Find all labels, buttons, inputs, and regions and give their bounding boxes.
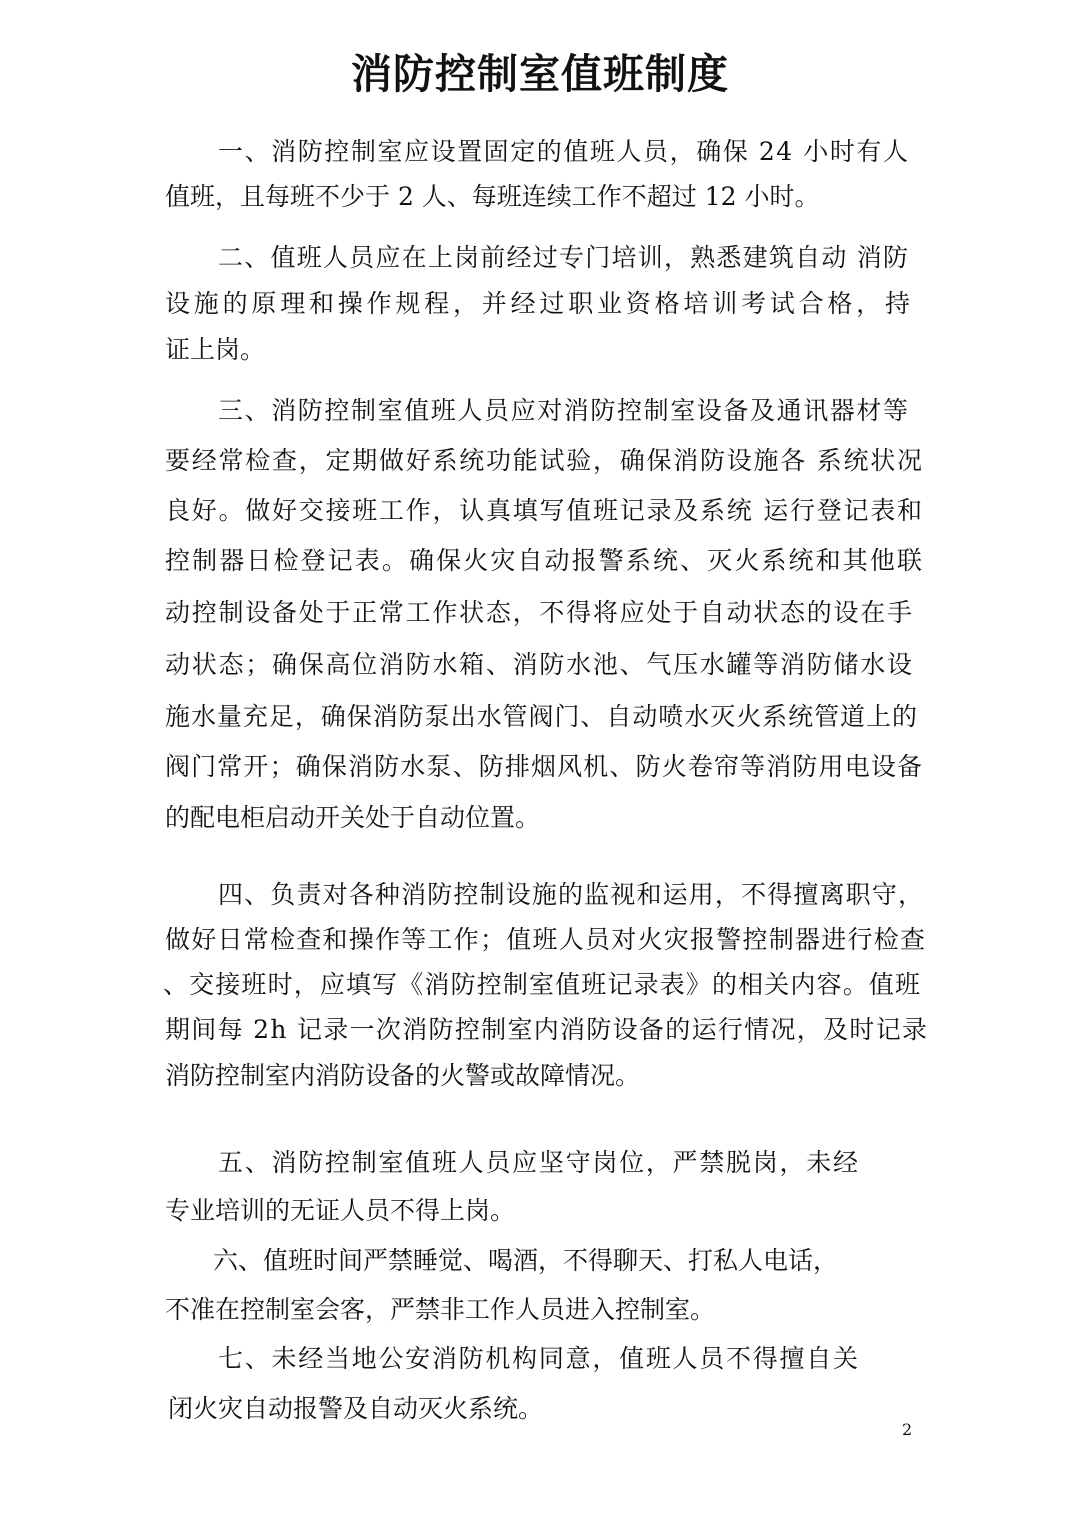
section-1-line-2: 值班，且每班不少于 2 人、每班连续工作不超过 12 小时。 bbox=[165, 182, 820, 211]
section-3-line-9: 的配电柜启动开关处于自动位置。 bbox=[165, 803, 541, 832]
section-3-line-4: 控制器日检登记表。确保火灾自动报警系统、灭火系统和其他联 bbox=[165, 546, 925, 575]
section-5-line-1: 五、消防控制室值班人员应坚守岗位，严禁脱岗，未经 bbox=[218, 1148, 860, 1177]
section-4-line-5: 消防控制室内消防设备的火警或故障情况。 bbox=[165, 1061, 641, 1090]
section-4-line-1: 四、负责对各种消防控制设施的监视和运用，不得擅离职守， bbox=[218, 880, 925, 909]
section-3-line-3: 良好。做好交接班工作，认真填写值班记录及系统 运行登记表和 bbox=[165, 496, 924, 525]
section-6-line-1: 六、值班时间严禁睡觉、喝酒，不得聊天、打私人电话， bbox=[213, 1246, 839, 1275]
section-6-line-2: 不准在控制室会客，严禁非工作人员进入控制室。 bbox=[165, 1295, 716, 1324]
section-2-line-3: 证上岗。 bbox=[165, 335, 266, 364]
section-3-line-5: 动控制设备处于正常工作状态，不得将应处于自动状态的设在手 bbox=[165, 598, 914, 627]
section-7-line-1: 七、未经当地公安消防机构同意，值班人员不得擅自关 bbox=[218, 1344, 860, 1373]
page-title: 消防控制室值班制度 bbox=[351, 50, 729, 98]
section-2-line-1: 二、值班人员应在上岗前经过专门培训，熟悉建筑自动 消防 bbox=[218, 243, 910, 272]
section-2-line-2: 设施的原理和操作规程，并经过职业资格培训考试合格，持 bbox=[165, 289, 914, 318]
section-5-line-2: 专业培训的无证人员不得上岗。 bbox=[165, 1196, 516, 1225]
section-3-line-2: 要经常检查，定期做好系统功能试验，确保消防设施各 系统状况 bbox=[165, 446, 924, 475]
section-4-line-4: 期间每 2h 记录一次消防控制室内消防设备的运行情况，及时记录 bbox=[165, 1015, 929, 1044]
section-3-line-1: 三、消防控制室值班人员应对消防控制室设备及通讯器材等 bbox=[218, 396, 910, 425]
section-1-line-1: 一、消防控制室应设置固定的值班人员，确保 24 小时有人 bbox=[218, 137, 910, 166]
section-3-line-7: 施水量充足，确保消防泵出水管阀门、自动喷水灭火系统管道上的 bbox=[165, 702, 918, 731]
page-number: 2 bbox=[902, 1420, 913, 1439]
section-7-line-2: 闭火灾自动报警及自动灭火系统。 bbox=[168, 1394, 544, 1423]
section-4-line-2: 做好日常检查和操作等工作；值班人员对火灾报警控制器进行检查 bbox=[165, 925, 927, 954]
section-3-line-6: 动状态；确保高位消防水箱、消防水池、气压水罐等消防储水设 bbox=[165, 650, 914, 679]
section-3-line-8: 阀门常开；确保消防水泵、防排烟风机、防火卷帘等消防用电设备 bbox=[165, 752, 924, 781]
section-4-line-3: 、交接班时，应填写《消防控制室值班记录表》的相关内容。值班 bbox=[163, 970, 922, 999]
